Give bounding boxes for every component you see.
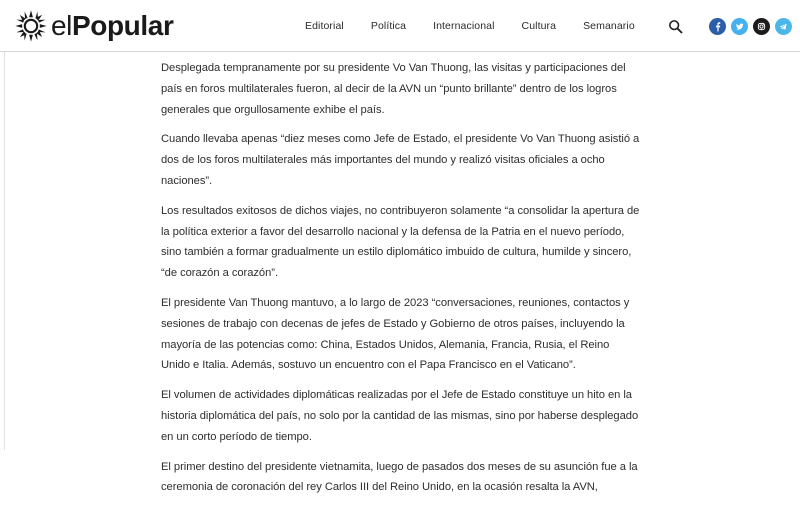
article-paragraph: Desplegada tempranamente por su presidente Vo Van Thuong, las visitas y participaciones del país en foros multilaterales fueron, al decir de la AVN un “punto brillante” dentro de los logros generales que orgullosamente exhibe el país. xyxy=(161,62,626,116)
header-divider xyxy=(0,51,800,52)
article-paragraph: El presidente Van Thuong mantuvo, a lo largo de 2023 “conversaciones, reuniones, contactos y sesiones de trabajo con decenas de jefes de Estado y Gobierno de otros países, incluyendo la mayoría de las potencias como: China, Estados Unidos, Alemania, Francia, Rusia, el Reino Unido e Italia. Además, sostuvo un encuentro con el Papa Francisco en el Vaticano”. xyxy=(161,296,630,372)
instagram-icon xyxy=(756,21,767,32)
telegram-icon xyxy=(778,21,789,32)
article-body xyxy=(161,58,641,507)
sun-icon xyxy=(14,9,48,43)
facebook-icon xyxy=(712,21,723,32)
content-left-rule xyxy=(4,52,5,450)
twitter-icon xyxy=(734,21,745,32)
social-link-telegram[interactable] xyxy=(775,18,792,35)
social-link-facebook[interactable] xyxy=(709,18,726,35)
site-header xyxy=(0,0,800,52)
site-logo[interactable] xyxy=(14,6,173,46)
brand-wordmark xyxy=(51,12,173,40)
article-paragraph: El volumen de actividades diplomáticas realizadas por el Jefe de Estado constituye un hito en la historia diplomática del país, no solo por la cantidad de las mismas, sino por haberse desplegado en un corto período de tiempo. xyxy=(161,389,639,443)
nav-item-editorial[interactable]: Editorial xyxy=(305,20,344,32)
nav-item-semanario[interactable]: Semanario xyxy=(583,20,635,32)
social-links xyxy=(709,18,792,35)
brand-text-light: el xyxy=(51,10,72,41)
article-paragraph: Cuando llevaba apenas “diez meses como Jefe de Estado, el presidente Vo Van Thuong asistió a dos de los foros multilaterales más importantes del mundo y realizó visitas oficiales a ocho naciones”. xyxy=(161,133,640,187)
nav-item-internacional[interactable]: Internacional xyxy=(433,20,495,32)
social-link-twitter[interactable] xyxy=(731,18,748,35)
nav-item-politica[interactable]: Política xyxy=(370,20,407,32)
header-actions xyxy=(661,0,792,52)
article-paragraph: Los resultados exitosos de dichos viajes, no contribuyeron solamente “a consolidar la apertura de la política exterior a favor del desarrollo nacional y la defensa de la Patria en el nuevo período, sino también a formar gradualmente un estilo diplomático imbuido de cultura, humilde y sincero, “de corazón a corazón”. xyxy=(161,204,640,280)
main-navigation xyxy=(305,0,635,52)
social-link-instagram[interactable] xyxy=(753,18,770,35)
search-button[interactable] xyxy=(661,12,689,40)
nav-item-cultura[interactable]: Cultura xyxy=(521,20,557,32)
article-paragraph: El primer destino del presidente vietnamita, luego de pasados dos meses de su asunción fue a la ceremonia de coronación del rey Carlos III del Reino Unido, en la ocasión resalta la AVN, xyxy=(161,460,638,494)
search-icon xyxy=(668,19,683,34)
brand-text-bold: Popular xyxy=(72,10,174,41)
